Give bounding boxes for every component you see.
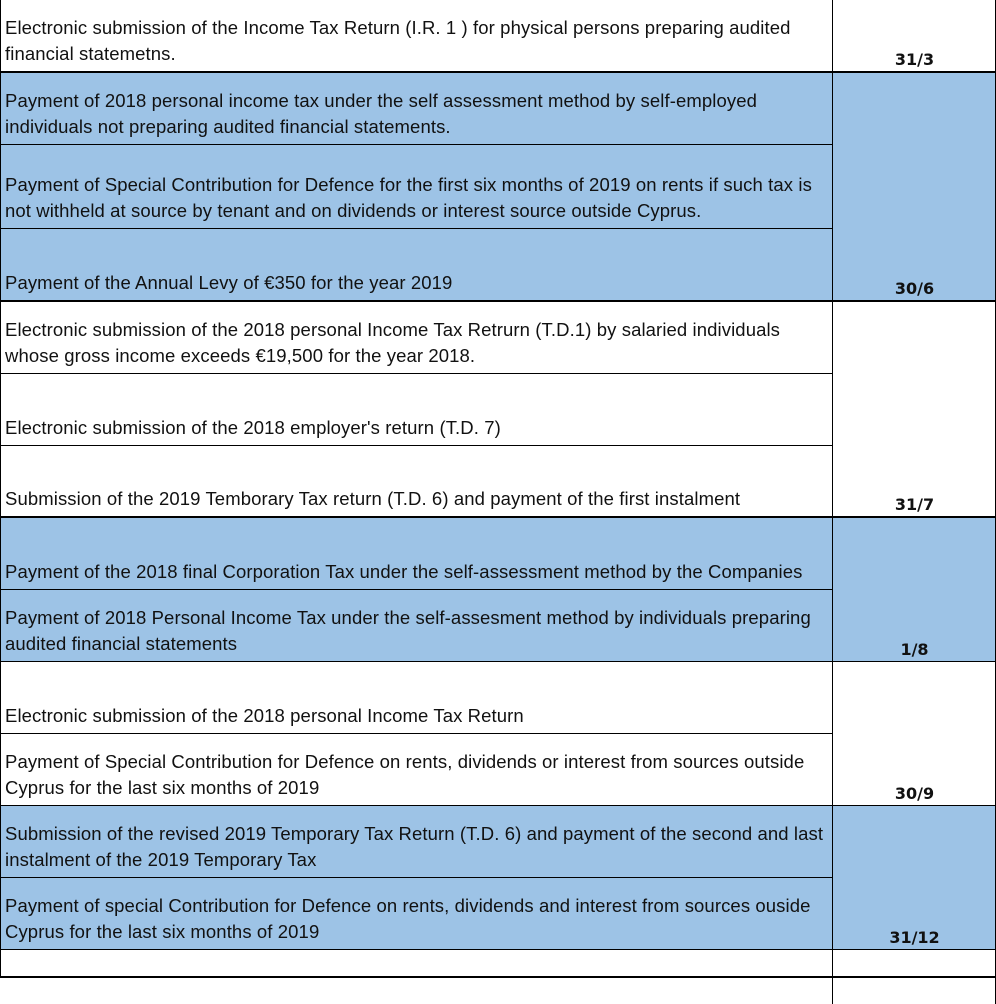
- deadline-group-31-7: [0, 302, 996, 518]
- date-cell: [832, 73, 996, 300]
- date-cell: [832, 518, 996, 661]
- row-description: Payment of special Contribution for Defence on rents, dividends and interest from sources ouside Cyprus for the last six months of 2019: [5, 895, 811, 942]
- table-row: [0, 229, 832, 300]
- deadline-date: 31/7: [894, 495, 935, 514]
- table-row: [0, 662, 832, 734]
- empty-row: [0, 950, 996, 978]
- row-description: Payment of the 2018 final Corporation Tax under the self-assessment method by the Companies: [5, 561, 803, 582]
- date-cell: [832, 302, 996, 516]
- deadline-date: 31/3: [894, 50, 935, 69]
- table-row: [0, 590, 832, 661]
- table-row: [0, 734, 832, 805]
- date-cell: [832, 0, 996, 71]
- table-row: [0, 806, 832, 878]
- date-cell: [832, 950, 996, 976]
- table-row: [0, 73, 832, 145]
- table-row: [0, 145, 832, 229]
- row-description: Electronic submission of the 2018 personal Income Tax Retrurn (T.D.1) by salaried individuals whose gross income exceeds €19,500 for the year 2018.: [5, 319, 781, 366]
- date-cell: [832, 806, 996, 949]
- table-row: [0, 446, 832, 516]
- deadline-date: 1/8: [900, 640, 929, 659]
- table-row: [0, 518, 832, 590]
- row-description: Submission of the 2019 Temborary Tax return (T.D. 6) and payment of the first instalment: [5, 488, 741, 509]
- row-description: Electronic submission of the Income Tax Return (I.R. 1 ) for physical persons preparing audited financial statemetns.: [5, 17, 791, 64]
- row-description: Payment of Special Contribution for Defence for the first six months of 2019 on rents if such tax is not withheld at source by tenant and on dividends or interest source outside Cyprus.: [5, 174, 812, 221]
- row-description: Electronic submission of the 2018 employer's return (T.D. 7): [5, 417, 501, 438]
- row-description: Payment of 2018 personal income tax under the self assessment method by self-employed individuals not preparing audited financial statements.: [5, 90, 757, 137]
- table-row: [0, 878, 832, 949]
- deadline-group-31-3: [0, 0, 996, 73]
- row-description: Payment of the Annual Levy of €350 for the year 2019: [5, 272, 453, 293]
- table-row: [0, 0, 832, 71]
- deadline-date: 30/6: [894, 279, 935, 298]
- left-border: [0, 0, 1, 978]
- column-divider-extension: [832, 978, 833, 1004]
- deadline-group-1-8: [0, 518, 996, 662]
- deadline-group-30-6: [0, 73, 996, 302]
- table-row: [0, 302, 832, 374]
- deadline-group-30-9: [0, 662, 996, 806]
- date-cell: [832, 662, 996, 805]
- row-description: Electronic submission of the 2018 personal Income Tax Return: [5, 705, 524, 726]
- deadline-group-31-12: [0, 806, 996, 950]
- row-description: Payment of Special Contribution for Defence on rents, dividends or interest from sources outside Cyprus for the last six months of 2019: [5, 751, 805, 798]
- deadline-date: 31/12: [889, 928, 940, 947]
- table-row: [0, 374, 832, 446]
- deadline-date: 30/9: [894, 784, 935, 803]
- row-description: Submission of the revised 2019 Temporary Tax Return (T.D. 6) and payment of the second and last instalment of the 2019 Temporary Tax: [5, 823, 824, 870]
- row-description: Payment of 2018 Personal Income Tax under the self-assesment method by individuals preparing audited financial statements: [5, 607, 811, 654]
